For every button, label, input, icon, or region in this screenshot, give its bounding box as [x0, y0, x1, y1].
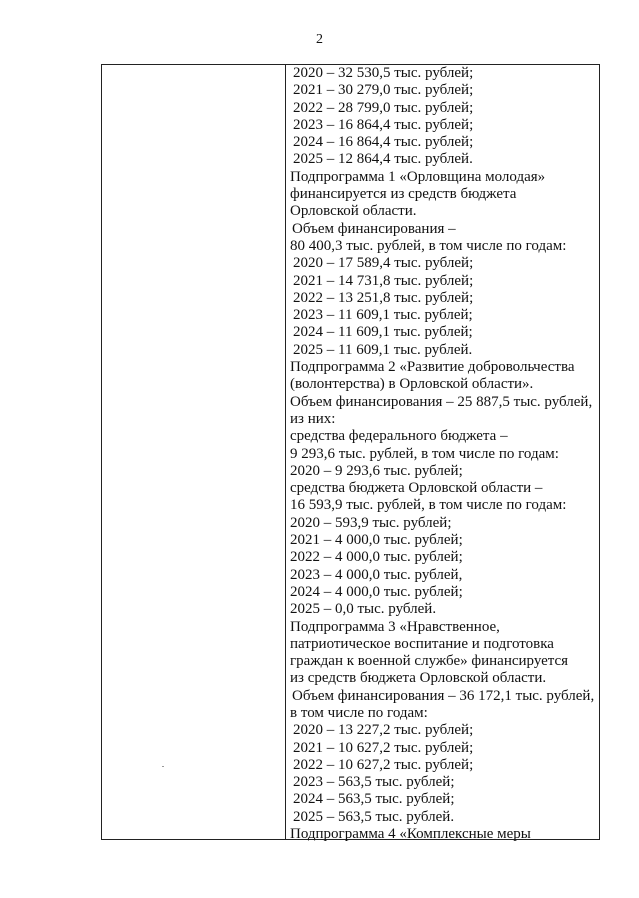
- text-line: 2025 – 563,5 тыс. рублей.: [293, 808, 455, 825]
- text-line: 2021 – 10 627,2 тыс. рублей;: [293, 739, 474, 756]
- table-left-cell: [102, 65, 285, 839]
- text-line: 2021 – 30 279,0 тыс. рублей;: [293, 82, 474, 99]
- text-line: 2023 – 11 609,1 тыс. рублей;: [293, 307, 473, 324]
- text-line: 2022 – 13 251,8 тыс. рублей;: [293, 289, 474, 306]
- text-line: 2020 – 32 530,5 тыс. рублей;: [293, 65, 474, 81]
- text-line: (волонтерства) в Орловской области».: [290, 376, 534, 393]
- text-line: средства федерального бюджета –: [290, 428, 508, 445]
- text-line: Орловской области.: [290, 203, 417, 220]
- text-line: 2020 – 593,9 тыс. рублей;: [290, 514, 452, 531]
- text-line: 2024 – 16 864,4 тыс. рублей;: [293, 134, 474, 151]
- scan-speck: [162, 766, 164, 767]
- text-line: 2022 – 4 000,0 тыс. рублей;: [290, 549, 463, 566]
- text-line: Объем финансирования –: [292, 220, 456, 237]
- text-line: 2024 – 563,5 тыс. рублей;: [293, 791, 455, 808]
- text-line: Объем финансирования – 36 172,1 тыс. рублей,: [292, 687, 595, 704]
- table-right-cell: [290, 65, 595, 843]
- text-line: 2024 – 11 609,1 тыс. рублей;: [293, 324, 473, 341]
- text-line: Подпрограмма 4 «Комплексные меры: [290, 826, 531, 843]
- text-line: 2025 – 0,0 тыс. рублей.: [290, 601, 437, 618]
- text-line: 2021 – 14 731,8 тыс. рублей;: [293, 272, 474, 289]
- text-line: 16 593,9 тыс. рублей, в том числе по годам:: [290, 497, 567, 514]
- text-line: средства бюджета Орловской области –: [290, 480, 543, 497]
- text-line: 80 400,3 тыс. рублей, в том числе по годам:: [290, 237, 567, 254]
- text-line: 2022 – 10 627,2 тыс. рублей;: [293, 756, 474, 773]
- text-line: 2025 – 12 864,4 тыс. рублей.: [293, 151, 473, 168]
- funding-table: [101, 64, 600, 843]
- page-number: 2: [316, 32, 323, 47]
- text-line: 2022 – 28 799,0 тыс. рублей;: [293, 99, 474, 116]
- text-line: из них:: [290, 410, 336, 427]
- text-line: 2025 – 11 609,1 тыс. рублей.: [293, 341, 473, 358]
- text-line: Подпрограмма 3 «Нравственное,: [290, 618, 500, 635]
- text-line: 2020 – 9 293,6 тыс. рублей;: [290, 462, 463, 479]
- text-line: 2021 – 4 000,0 тыс. рублей;: [290, 532, 463, 549]
- text-line: Подпрограмма 2 «Развитие добровольчества: [290, 359, 575, 376]
- text-line: 2023 – 4 000,0 тыс. рублей,: [290, 566, 463, 583]
- text-line: финансируется из средств бюджета: [290, 186, 517, 203]
- text-line: 2020 – 17 589,4 тыс. рублей;: [293, 255, 474, 272]
- text-line: Подпрограмма 1 «Орловщина молодая»: [290, 168, 546, 185]
- text-line: граждан к военной службе» финансируется: [290, 653, 569, 670]
- text-line: 2024 – 4 000,0 тыс. рублей;: [290, 583, 463, 600]
- text-line: 2023 – 563,5 тыс. рублей;: [293, 774, 455, 791]
- column-divider: [285, 65, 286, 839]
- text-line: Объем финансирования – 25 887,5 тыс. рублей,: [290, 393, 593, 410]
- text-line: из средств бюджета Орловской области.: [290, 670, 547, 687]
- text-line: 9 293,6 тыс. рублей, в том числе по годам:: [290, 445, 559, 462]
- text-line: 2020 – 13 227,2 тыс. рублей;: [293, 722, 474, 739]
- text-line: 2023 – 16 864,4 тыс. рублей;: [293, 116, 474, 133]
- text-line: в том числе по годам:: [290, 704, 428, 721]
- text-line: патриотическое воспитание и подготовка: [290, 635, 554, 652]
